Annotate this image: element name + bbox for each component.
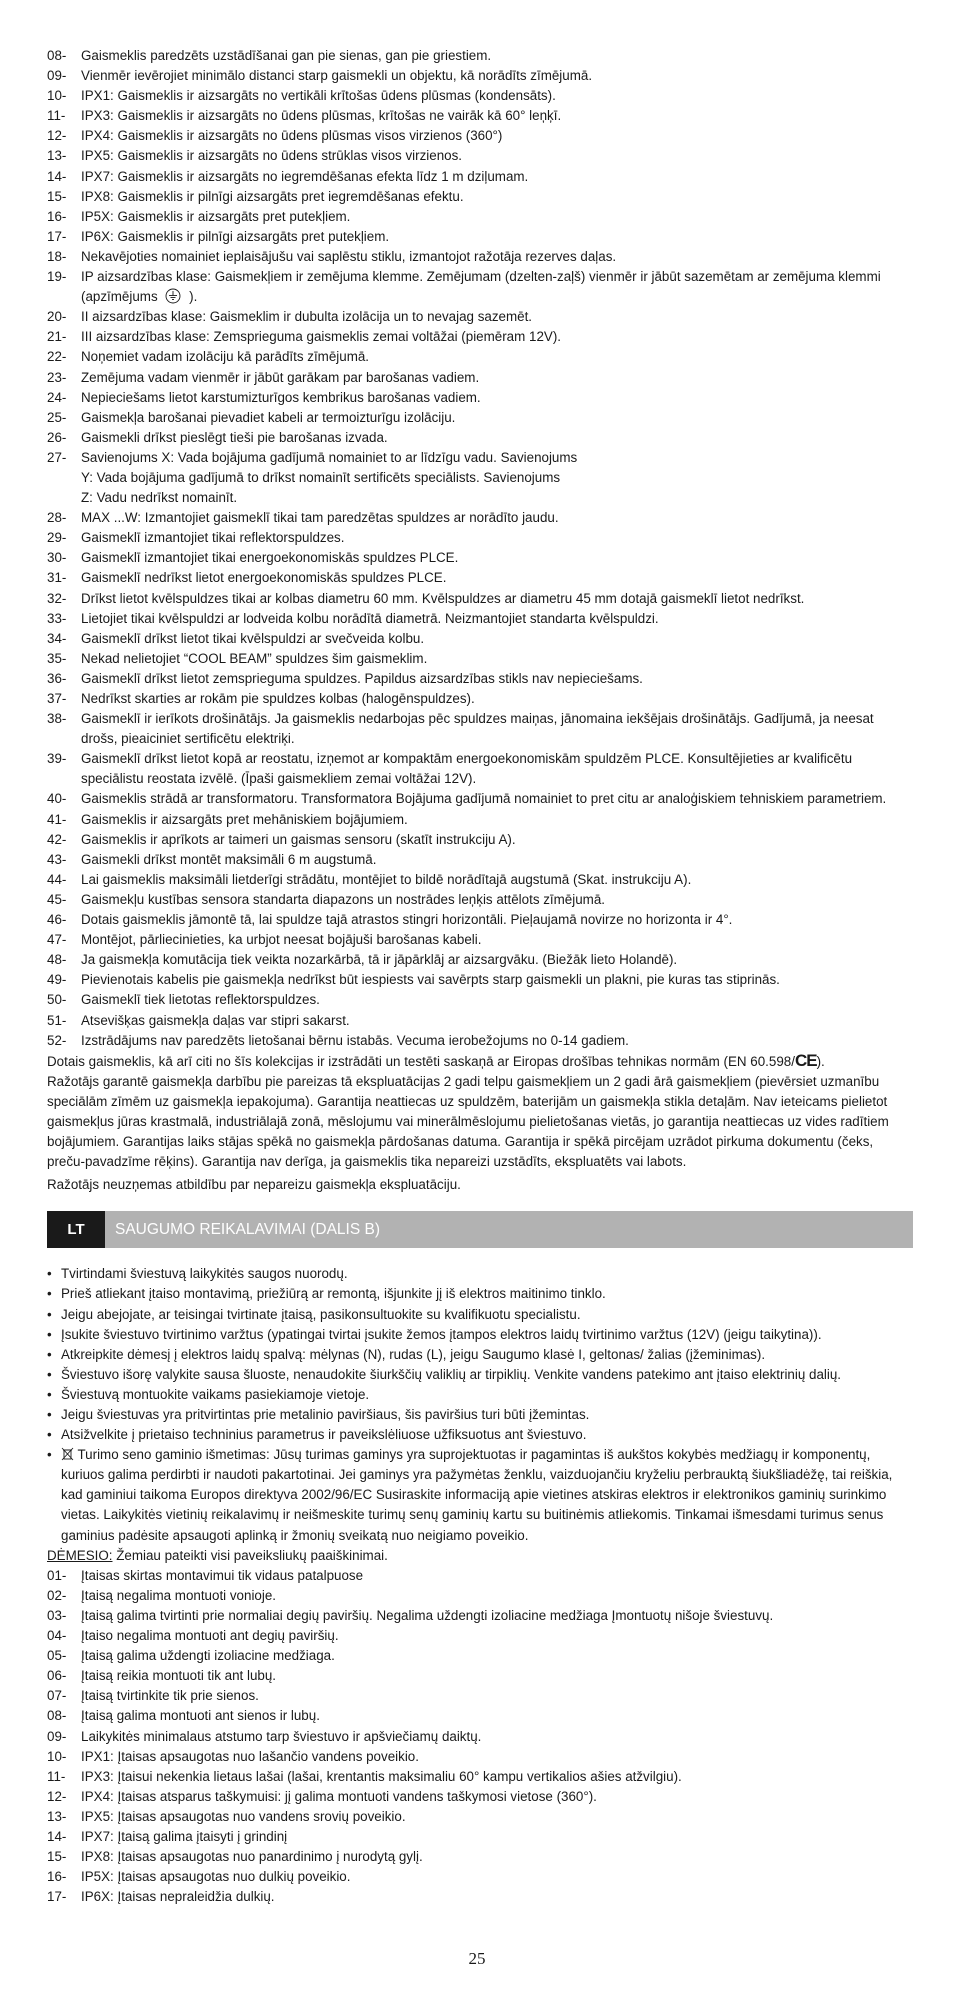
- item-text: Vienmēr ievērojiet minimālo distanci starp gaismekli un objektu, kā norādīts zīmējumā.: [81, 68, 593, 84]
- bullet-item: • Atsižvelkite į prietaiso techninius parametrus ir paveikslėliuose užfiksuotus ant šviestuvo.: [47, 1425, 913, 1445]
- lv-numbered-list: [47, 46, 913, 267]
- list-item: [47, 388, 913, 408]
- list-item: [47, 930, 913, 950]
- list-item: [47, 1867, 913, 1887]
- list-item: [47, 830, 913, 850]
- item-text: Gaismeklī tiek lietotas reflektorspuldzes.: [81, 992, 320, 1008]
- item-text: IP5X: Gaismeklis ir aizsargāts pret putekļiem.: [81, 208, 351, 224]
- item-number: 28-: [47, 510, 67, 526]
- bullet-text: Atsižvelkite į prietaiso techninius parametrus ir paveikslėliuose užfiksuotus ant šviestuvo.: [61, 1427, 587, 1443]
- list-item: [47, 347, 913, 367]
- item-number: 26-: [47, 429, 67, 445]
- item-text: IPX7: Gaismeklis ir aizsargāts no iegremdēšanas efekta līdz 1 m dziļumam.: [81, 168, 529, 184]
- item-number: 13-: [47, 1808, 67, 1824]
- item-text: Gaismeklis ir aprīkots ar taimeri un gaismas sensoru (skatīt instrukciju A).: [81, 831, 516, 847]
- item-text: IPX8: Gaismeklis ir pilnīgi aizsargāts pret iegremdēšanas efektu.: [81, 188, 464, 204]
- item-number: 19-: [47, 269, 67, 285]
- item-number: 14-: [47, 168, 67, 184]
- bullet-text: Šviestuvo išorę valykite sausa šluoste, nenaudokite šiurkščių valiklių ar tirpiklių. Venkite vandens patekimo ant įtaiso elektrinių dalių.: [61, 1366, 842, 1382]
- item-number: 17-: [47, 228, 67, 244]
- bullet-item: • Įsukite šviestuvo tvirtinimo varžtus (ypatingai tvirtai įsukite žemos įtampos elektros laidų tvirtinimo varžtus (12V) (jeigu taikytina)).: [47, 1325, 913, 1345]
- item-text: Gaismeklī ir ierīkots drošinātājs. Ja gaismeklis nedarbojas pēc spuldzes maiņas, jānomaina iekšējais drošinātājs. Gadījumā, ja neesat drošs, pieaiciniet sertificētu elektriķi.: [81, 711, 874, 747]
- list-item: [47, 508, 913, 528]
- item-text: Įtaisą negalima montuoti vonioje.: [81, 1587, 277, 1603]
- list-item: [47, 970, 913, 990]
- list-item: [47, 1626, 913, 1646]
- item-number: 07-: [47, 1688, 67, 1704]
- item-text: Drīkst lietot kvēlspuldzes tikai ar kolbas diametru 60 mm. Kvēlspuldzes ar diametru 45 mm dotajā gaismeklī lietot nedrīkst.: [81, 590, 805, 606]
- item-line: Z: Vadu nedrīkst nomainīt.: [81, 490, 238, 506]
- list-item: [47, 1606, 913, 1626]
- item-number: 05-: [47, 1648, 67, 1664]
- item-text: Įtaisą galima montuoti ant sienos ir lubų.: [81, 1708, 320, 1724]
- item-number: 43-: [47, 851, 67, 867]
- lt-disposal-item: [47, 1445, 913, 1545]
- item-number: 39-: [47, 751, 67, 767]
- bullet-item: • Atkreipkite dėmesį į elektros laidų spalvą: mėlynas (N), rudas (L), jeigu Saugumo klasė I, geltonas/ žalias (įžeminimas).: [47, 1345, 913, 1365]
- item-text: Gaismekļu kustības sensora standarta diapazons un nostrādes leņķis attēlots zīmējumā.: [81, 891, 605, 907]
- list-item: [47, 1887, 913, 1907]
- list-item: [47, 1807, 913, 1827]
- list-item: [47, 1747, 913, 1767]
- item-number: 25-: [47, 409, 67, 425]
- bullet-text: Įsukite šviestuvo tvirtinimo varžtus (ypatingai tvirtai įsukite žemos įtampos elektros laidų tvirtinimo varžtus (12V) (jeigu taikytina)).: [61, 1326, 822, 1342]
- item-text: Gaismeklis paredzēts uzstādīšanai gan pie sienas, gan pie griestiem.: [81, 48, 492, 63]
- list-item: [47, 126, 913, 146]
- item-text: IPX5: Įtaisas apsaugotas nuo vandens srovių poveikio.: [81, 1808, 406, 1824]
- item-text: IP5X: Įtaisas apsaugotas nuo dulkių poveikio.: [81, 1869, 351, 1885]
- item-number: 11-: [47, 1768, 66, 1784]
- item-text: III aizsardzības klase: Zemsprieguma gaismeklis zemai voltāžai (piemēram 12V).: [81, 329, 562, 345]
- list-item: [47, 1787, 913, 1807]
- item-number: 45-: [47, 891, 67, 907]
- item-text: II aizsardzības klase: Gaismeklim ir dubulta izolācija un to nevajag sazemēt.: [81, 309, 533, 325]
- item-number: 12-: [47, 128, 67, 144]
- item-number: 09-: [47, 1728, 67, 1744]
- conformity-text-a: Dotais gaismeklis, kā arī citi no šīs kolekcijas ir izstrādāti un testēti saskaņā ar Eiropas drošības tehnikas normām (EN 60.598/: [47, 1053, 795, 1069]
- item-text: IPX3: Įtaisui nekenkia lietaus lašai (lašai, krentantis maksimaliu 60° kampu vertikalios ašies atžvilgiu).: [81, 1768, 682, 1784]
- item-number: 36-: [47, 670, 67, 686]
- item-number: 06-: [47, 1668, 67, 1684]
- list-item: [47, 327, 913, 347]
- item-text: IP6X: Įtaisas nepraleidžia dulkių.: [81, 1889, 275, 1905]
- item-text: Gaismeklis strādā ar transformatoru. Transformatora Bojājuma gadījumā nomainiet to pret citu ar analoģiskiem tehniskiem parametriem.: [81, 791, 887, 807]
- item-text: Nepieciešams lietot karstumizturīgos kembrikus barošanas vadiem.: [81, 389, 481, 405]
- list-item: [47, 528, 913, 548]
- item-text: Gaismeklī nedrīkst lietot energoekonomiskās spuldzes PLCE.: [81, 570, 447, 586]
- list-item: [47, 689, 913, 709]
- list-item: [47, 247, 913, 267]
- section-title: SAUGUMO REIKALAVIMAI (DALIS B): [115, 1220, 380, 1238]
- item-text: Gaismeklī drīkst lietot tikai kvēlspuldzi ar svečveida kolbu.: [81, 630, 425, 646]
- item-number: 38-: [47, 711, 67, 727]
- list-item: [47, 167, 913, 187]
- item-text: Noņemiet vadam izolāciju kā parādīts zīmējumā.: [81, 349, 370, 365]
- item-number: 12-: [47, 1788, 67, 1804]
- item-text: IPX5: Gaismeklis ir aizsargāts no ūdens strūklas visos virzienos.: [81, 148, 463, 164]
- language-code-badge: LT: [47, 1211, 105, 1248]
- list-item: [47, 789, 913, 809]
- item-number: 15-: [47, 188, 67, 204]
- list-item: [47, 609, 913, 629]
- item-text: Lai gaismeklis maksimāli lietderīgi strādātu, montējiet to bildē norādītajā augstumā (Skat. instrukciju A).: [81, 871, 692, 887]
- item-number: 24-: [47, 389, 67, 405]
- page-number: 25: [468, 1949, 486, 1968]
- item-text: Įtaiso negalima montuoti ant degių paviršių.: [81, 1628, 339, 1644]
- item-number: 32-: [47, 590, 67, 606]
- item-text: Montējot, pārliecinieties, ka urbjot neesat bojājuši barošanas kabeli.: [81, 932, 482, 948]
- list-item: [47, 649, 913, 669]
- item-text: Įtaisą tvirtinkite tik prie sienos.: [81, 1688, 259, 1704]
- item-number: 11-: [47, 108, 66, 124]
- item-text: Gaismekļa barošanai pievadiet kabeli ar termoizturīgu izolāciju.: [81, 409, 456, 425]
- list-item: [47, 1847, 913, 1867]
- lt-note: [47, 1546, 913, 1566]
- item-text: Lietojiet tikai kvēlspuldzi ar lodveida kolbu norādītā diametrā. Neizmantojiet standarta kvēlspuldzi.: [81, 610, 659, 626]
- list-item: [47, 669, 913, 689]
- list-item: [47, 810, 913, 830]
- item-text: Zemējuma vadam vienmēr ir jābūt garākam par barošanas vadiem.: [81, 369, 480, 385]
- item-number: 09-: [47, 68, 67, 84]
- page-content: [47, 46, 913, 1907]
- ground-symbol-icon: [165, 288, 181, 304]
- list-item: [47, 227, 913, 247]
- list-item: [47, 1566, 913, 1586]
- item-text: Gaismeklī izmantojiet tikai energoekonomiskās spuldzes PLCE.: [81, 550, 459, 566]
- item-text: Įtaisą galima uždengti izoliacine medžiaga.: [81, 1648, 335, 1664]
- item-number: 18-: [47, 248, 67, 264]
- list-item: [47, 629, 913, 649]
- crossed-bin-icon: [61, 1447, 74, 1461]
- list-item: [47, 46, 913, 66]
- list-item: [47, 86, 913, 106]
- list-item: [47, 1686, 913, 1706]
- lt-bullet-list: [47, 1264, 913, 1445]
- list-item: [47, 307, 913, 327]
- item-text: Gaismeklī izmantojiet tikai reflektorspuldzes.: [81, 530, 345, 546]
- item-number: 31-: [47, 570, 67, 586]
- list-item: [47, 1767, 913, 1787]
- bullet-item: • Šviestuvo išorę valykite sausa šluoste, nenaudokite šiurkščių valiklių ar tirpiklių. Venkite vandens patekimo ant įtaiso elektrinių dalių.: [47, 1365, 913, 1385]
- item-number: 08-: [47, 1708, 67, 1724]
- bullet-item: • Turimo seno gaminio išmetimas: Jūsų turimas gaminys yra suprojektuotas ir pagamintas iš aukštos kokybės medžiagų ir komponentų, kuriuos galima perdirbti ir naudoti pakartotinai. Jei gaminys yra pažymėtas ženklu, vaizduojančiu kryželiu perbrauktą šiukšliadėžę, tai reiškia, kad gaminiui taikoma Europos direktyva 2002/96/EC Susiraskite informaciją apie vietines atskiras elektros ir elektronikos gaminių surinkimo vietas. Laikykitės vietinių reikalavimų ir neišmeskite turimų senų gaminių kartu su buitinėmis atliekomis. Tinkamai išmesdami turimus senus gaminius padėsite apsaugoti aplinką ir žmonių sveikatą nuo neigiamo poveikio.: [47, 1447, 893, 1543]
- item-number: 13-: [47, 148, 67, 164]
- item-text: Izstrādājums nav paredzēts lietošanai bērnu istabās. Vecuma ierobežojums no 0-14 gadiem.: [81, 1032, 629, 1048]
- item-number: 29-: [47, 530, 67, 546]
- item-text: IP6X: Gaismeklis ir pilnīgi aizsargāts pret putekļiem.: [81, 228, 390, 244]
- list-item: [47, 1706, 913, 1726]
- lv-warranty: Ražotājs garantē gaismekļa darbību pie pareizas tā ekspluatācijas 2 gadi telpu gaismekļiem un 2 gadi ārā gaismekļiem (pievērsiet uzmanību speciālām zīmēm uz gaismekļa iepakojuma). Garantija neattiecas uz spuldzēm, baterijām un gaismekļa stikla detaļām. Nav ieteicams pielietot gaismekļus jūras krastmalā, industriālajā zonā, mēslojumu vai minerālmēslojumu pielietošanas vietās, jo garantija neattiecas uz vides radītiem bojājumiem. Garantijas laiks stājas spēkā no gaismekļa pārdošanas datuma. Garantija ir spēkā pircējam uzrādot pirkuma dokumentu (čeks, preču-pavadzīme rēķins). Garantija nav derīga, ja gaismeklis tika nepareizi uzstādīts, ekspluatēts vai labots.: [47, 1073, 889, 1170]
- lv-conformity-statement: [47, 1051, 913, 1072]
- list-item: [47, 66, 913, 86]
- list-item: [47, 1827, 913, 1847]
- item-text: Gaismekli drīkst pieslēgt tieši pie barošanas izvada.: [81, 429, 388, 445]
- item-number: 10-: [47, 88, 67, 104]
- bullet-text: Prieš atliekant įtaiso montavimą, priežiūrą ar remontą, išjunkite jį iš elektros maitinimo tinklo.: [61, 1286, 606, 1302]
- item-number: 34-: [47, 630, 67, 646]
- item-number: 15-: [47, 1849, 67, 1865]
- list-item: [47, 207, 913, 227]
- item-number: 16-: [47, 208, 67, 224]
- list-item: [47, 1586, 913, 1606]
- lv-item-27: [47, 448, 913, 508]
- item-text: [81, 448, 913, 508]
- bullet-item: • Tvirtindami šviestuvą laikykitės saugos nuorodų.: [47, 1264, 913, 1284]
- item-number: 16-: [47, 1869, 67, 1885]
- list-item: [47, 146, 913, 166]
- item-line: Y: Vada bojājuma gadījumā to drīkst nomainīt sertificēts speciālists. Savienojums: [81, 469, 561, 485]
- item-number: 52-: [47, 1032, 67, 1048]
- item-number: 27-: [47, 449, 67, 465]
- item-text-b: ).: [189, 289, 198, 305]
- bullet-text: Jeigu šviestuvas yra pritvirtintas prie metalinio paviršiaus, šis paviršius turi būti įžemintas.: [61, 1407, 590, 1422]
- list-item: [47, 448, 913, 508]
- item-text: IPX4: Gaismeklis ir aizsargāts no ūdens plūsmas visos virzienos (360°): [81, 128, 503, 144]
- item-number: 37-: [47, 691, 67, 706]
- item-number: 51-: [47, 1012, 67, 1028]
- item-text: IPX1: Gaismeklis ir aizsargāts no vertikāli krītošas ūdens plūsmas (kondensāts).: [81, 88, 556, 104]
- item-number: 50-: [47, 992, 67, 1008]
- note-label: DĖMESIO:: [47, 1547, 113, 1563]
- item-text: IPX4: Įtaisas atsparus taškymuisi: jį galima montuoti vandens taškymosi vietose (360°).: [81, 1788, 597, 1804]
- item-text: [81, 267, 913, 307]
- item-number: 35-: [47, 650, 67, 666]
- note-text: Žemiau pateikti visi paveiksliukų paaiškinimai.: [112, 1547, 388, 1563]
- item-number: 14-: [47, 1828, 67, 1844]
- list-item: [47, 589, 913, 609]
- item-number: 47-: [47, 932, 67, 948]
- lt-section-header: [47, 1211, 913, 1248]
- item-text: Nekad nelietojiet “COOL BEAM” spuldzes šim gaismeklim.: [81, 650, 428, 666]
- item-text: Nedrīkst skarties ar rokām pie spuldzes kolbas (halogēnspuldzes).: [81, 691, 475, 706]
- bullet-item: • Šviestuvą montuokite vaikams pasiekiamoje vietoje.: [47, 1385, 913, 1405]
- bullet-text: Tvirtindami šviestuvą laikykitės saugos nuorodų.: [61, 1266, 348, 1282]
- item-text: Atsevišķas gaismekļa daļas var stipri sakarst.: [81, 1012, 350, 1028]
- lv-numbered-list-b: [47, 307, 913, 448]
- item-text: IPX7: Įtaisą galima įtaisyti į grindinį: [81, 1828, 288, 1844]
- item-number: 03-: [47, 1607, 67, 1623]
- bullet-item: • Jeigu šviestuvas yra pritvirtintas prie metalinio paviršiaus, šis paviršius turi būti įžemintas.: [47, 1405, 913, 1425]
- item-number: 42-: [47, 831, 67, 847]
- list-item: [47, 749, 913, 789]
- item-number: 23-: [47, 369, 67, 385]
- item-text: Įtaisą reikia montuoti tik ant lubų.: [81, 1668, 277, 1684]
- item-text: Nekavējoties nomainiet ieplaisājušu vai saplēstu stiklu, izmantojot ražotāja rezerves daļas.: [81, 248, 617, 264]
- list-item: [47, 368, 913, 388]
- list-item: [47, 408, 913, 428]
- list-item: [47, 950, 913, 970]
- item-number: 08-: [47, 48, 67, 63]
- item-number: 30-: [47, 550, 67, 566]
- bullet-item: • Jeigu abejojate, ar teisingai tvirtinate įtaisą, pasikonsultuokite su kvalifikuotu specialistu.: [47, 1305, 913, 1325]
- list-item: [47, 850, 913, 870]
- item-number: 01-: [47, 1567, 67, 1583]
- item-number: 02-: [47, 1587, 67, 1603]
- item-text: MAX ...W: Izmantojiet gaismeklī tikai tam paredzētas spuldzes ar norādīto jaudu.: [81, 510, 559, 526]
- lt-numbered-list: [47, 1566, 913, 1908]
- bullet-text: Šviestuvą montuokite vaikams pasiekiamoje vietoje.: [61, 1386, 370, 1402]
- item-text: Ja gaismekļa komutācija tiek veikta nozarkārbā, tā ir jāpārklāj ar aizsargvāku. (Biežāk lieto Holandē).: [81, 952, 678, 968]
- conformity-text-b: ).: [816, 1053, 825, 1069]
- item-text: IPX3: Gaismeklis ir aizsargāts no ūdens plūsmas, krītošas ne vairāk kā 60° leņķī.: [81, 108, 562, 124]
- item-text: Gaismeklī drīkst lietot kopā ar reostatu, izņemot ar kompaktām energoekonomiskām spuldzēm PLCE. Konsultējieties ar kvalificētu speciālistu reostata izvēlē. (Īpaši gaismekliem zemai voltāžai 12V).: [81, 751, 853, 787]
- item-number: 46-: [47, 912, 67, 928]
- list-item: [47, 1031, 913, 1051]
- item-text: IPX8: Įtaisas apsaugotas nuo panardinimo į nurodytą gylį.: [81, 1849, 423, 1865]
- list-item: [47, 890, 913, 910]
- list-item: [47, 1646, 913, 1666]
- item-number: 21-: [47, 329, 67, 345]
- bullet-item: • Prieš atliekant įtaiso montavimą, priežiūrą ar remontą, išjunkite jį iš elektros maitinimo tinklo.: [47, 1284, 913, 1304]
- item-number: 17-: [47, 1889, 67, 1905]
- item-text-a: IP aizsardzības klase: Gaismekļiem ir zemējuma klemme. Zemējumam (dzelten-zaļš) vienmēr ir jābūt sazemētam ar zemējuma klemmi (apzīmējums: [81, 269, 881, 305]
- list-item: [47, 870, 913, 890]
- item-text: Pievienotais kabelis pie gaismekļa nedrīkst būt iespiests vai savērpts starp gaismekli un plakni, pie kuras tas stiprinās.: [81, 972, 780, 988]
- ce-mark: CE: [794, 1050, 817, 1070]
- item-number: 44-: [47, 871, 67, 887]
- item-line: Savienojums X: Vada bojājuma gadījumā nomainiet to ar līdzīgu vadu. Savienojums: [81, 449, 578, 465]
- item-text: Gaismekli drīkst montēt maksimāli 6 m augstumā.: [81, 851, 377, 867]
- item-number: 33-: [47, 610, 67, 626]
- list-item: [47, 1011, 913, 1031]
- list-item: [47, 1727, 913, 1747]
- list-item: [47, 990, 913, 1010]
- disposal-text: Turimo seno gaminio išmetimas: Jūsų turimas gaminys yra suprojektuotas ir pagamintas iš aukštos kokybės medžiagų ir komponentų, kuriuos galima perdirbti ir naudoti pakartotinai. Jei gaminys yra pažymėtas ženklu, vaizduojančiu kryželiu perbrauktą šiukšliadėžę, tai reiškia, kad gaminiui taikoma Europos direktyva 2002/96/EC Susiraskite informaciją apie vietines atskiras elektros ir elektronikos gaminių surinkimo vietas. Laikykitės vietinių reikalavimų ir neišmeskite turimų senų gaminių kartu su buitinėmis atliekomis. Tinkamai išmesdami turimus senus gaminius padėsite apsaugoti aplinką ir žmonių sveikatą nuo neigiamo poveikio.: [61, 1447, 893, 1543]
- item-text: Dotais gaismeklis jāmontē tā, lai spuldze tajā atrastos stingri horizontāli. Pieļaujamā novirze no horizonta ir 4°.: [81, 912, 733, 928]
- item-number: 48-: [47, 952, 67, 968]
- item-text: Įtaisas skirtas montavimui tik vidaus patalpuose: [81, 1567, 364, 1583]
- item-text: IPX1: Įtaisas apsaugotas nuo lašančio vandens poveikio.: [81, 1748, 419, 1764]
- list-item: [47, 548, 913, 568]
- list-item: [47, 187, 913, 207]
- item-number: 22-: [47, 349, 67, 365]
- list-item: [47, 106, 913, 126]
- item-text: Laikykitės minimalaus atstumo tarp šviestuvo ir apšviečiamų daiktų.: [81, 1728, 482, 1744]
- list-item: [47, 568, 913, 588]
- lv-numbered-list-c: [47, 508, 913, 1051]
- item-number: 40-: [47, 791, 67, 807]
- bullet-text: Jeigu abejojate, ar teisingai tvirtinate įtaisą, pasikonsultuokite su kvalifikuotu specialistu.: [61, 1306, 581, 1322]
- bullet-text: Atkreipkite dėmesį į elektros laidų spalvą: mėlynas (N), rudas (L), jeigu Saugumo klasė I, geltonas/ žalias (įžeminimas).: [61, 1346, 766, 1362]
- list-item: [47, 428, 913, 448]
- list-item: [47, 267, 913, 307]
- item-number: 20-: [47, 309, 67, 325]
- item-text: Įtaisą galima tvirtinti prie normaliai degių paviršių. Negalima uždengti izoliacine medžiaga Įmontuotų nišoje šviestuvų.: [81, 1607, 774, 1623]
- list-item: [47, 1666, 913, 1686]
- item-number: 49-: [47, 972, 67, 988]
- list-item: [47, 709, 913, 749]
- item-number: 10-: [47, 1748, 67, 1764]
- item-number: 04-: [47, 1628, 67, 1644]
- item-text: Gaismeklis ir aizsargāts pret mehāniskiem bojājumiem.: [81, 811, 408, 827]
- item-number: 41-: [47, 811, 67, 827]
- list-item: [47, 910, 913, 930]
- item-text: Gaismeklī drīkst lietot zemsprieguma spuldzes. Papildus aizsardzības stikls nav nepieciešams.: [81, 670, 643, 686]
- lv-liability: Ražotājs neuzņemas atbildību par nepareizu gaismekļa ekspluatāciju.: [47, 1177, 461, 1193]
- lv-item-19: [47, 267, 913, 307]
